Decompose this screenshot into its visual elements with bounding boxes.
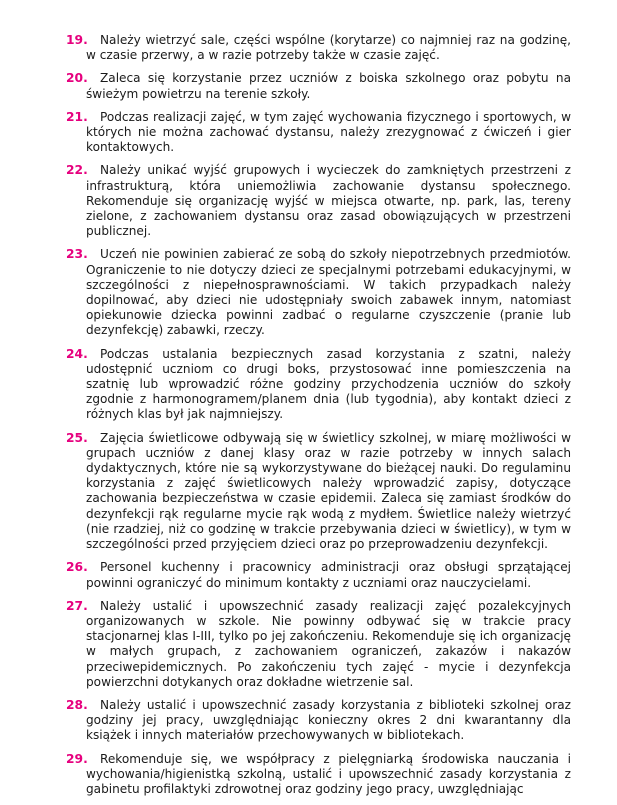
list-item [66, 71, 571, 101]
list-item [66, 698, 571, 744]
item-number: 28. [66, 697, 88, 712]
item-number: 21. [66, 109, 88, 124]
list-item [66, 599, 571, 690]
item-text: Rekomenduje się, we współpracy z pielęgniarką środowiska nauczania i wychowania/higienistką szkolną, ustalić i upowszechnić zasady korzystania z gabinetu profilaktyki zdrowotnej oraz godziny jego pracy, uwzględniając [86, 751, 571, 796]
item-number: 19. [66, 33, 88, 47]
item-text: Należy wietrzyć sale, części wspólne (korytarze) co najmniej raz na godzinę, w czasie przerwy, a w razie potrzeby także w czasie zajęć. [86, 33, 571, 63]
item-number: 25. [66, 430, 88, 445]
item-text: Personel kuchenny i pracownicy administracji oraz obsługi sprzątającej powinni ograniczyć do minimum kontakty z uczniami oraz nauczycielami. [86, 560, 571, 590]
list-item [66, 347, 571, 423]
item-text: Zaleca się korzystanie przez uczniów z boiska szkolnego oraz pobytu na świeżym powietrzu na terenie szkoły. [86, 71, 571, 101]
item-text: Zajęcia świetlicowe odbywają się w świetlicy szkolnej, w miarę możliwości w grupach uczniów z danej klasy oraz w razie potrzeby w innych salach dydaktycznych, które nie są wykorzystywane do bieżącej nauki. Do regulaminu korzystania z zajęć świetlicowych należy wprowadzić zapisy, dotyczące zachowania bezpieczeństwa w czasie epidemii. Zaleca się zamiast środków do dezynfekcji rąk regularne mycie rąk wodą z mydłem. Świetlice należy wietrzyć (nie rzadziej, niż co godzinę w trakcie przebywania dzieci w świetlicy), w tym w szczególności przed przyjęciem dzieci oraz po przeprowadzeniu dezynfekcji. [86, 430, 571, 552]
list-item [66, 560, 571, 590]
item-text: Należy unikać wyjść grupowych i wycieczek do zamkniętych przestrzeni z infrastrukturą, która uniemożliwia zachowanie dystansu społecznego. Rekomenduje się organizację wyjść w miejsca otwarte, np. park, las, tereny zielone, z zachowaniem dystansu oraz zasad obowiązujących w przestrzeni publicznej. [86, 163, 571, 239]
guidelines-list [66, 33, 571, 805]
item-number: 27. [66, 598, 88, 613]
item-number: 20. [66, 71, 88, 86]
item-text: Podczas ustalania bezpiecznych zasad korzystania z szatni, należy udostępnić uczniom co drugi boks, przystosować inne pomieszczenia na szatnię lub wprowadzić różne godziny przychodzenia uczniów do szkoły zgodnie z harmonogramem/planem dnia (lub tygodnia), aby kontakt dzieci z różnych klas był jak najmniejszy. [86, 346, 571, 422]
item-number: 29. [66, 751, 88, 766]
item-text: Uczeń nie powinien zabierać ze sobą do szkoły niepotrzebnych przedmiotów. Ograniczenie to nie dotyczy dzieci ze specjalnymi potrzebami edukacyjnymi, w szczególności z niepełnosprawnościami. W takich przypadkach należy dopilnować, aby dzieci nie udostępniały swoich zabawek innym, natomiast opiekunowie dziecka powinni zadbać o regularne czyszczenie (pranie lub dezynfekcję) zabawki, rzeczy. [86, 247, 571, 338]
list-item [66, 752, 571, 798]
item-number: 22. [66, 163, 88, 178]
item-text: Podczas realizacji zajęć, w tym zajęć wychowania fizycznego i sportowych, w których nie można zachować dystansu, należy zrezygnować z ćwiczeń i gier kontaktowych. [86, 109, 571, 155]
list-item [66, 431, 571, 553]
list-item [66, 33, 571, 63]
item-number: 23. [66, 247, 88, 262]
item-number: 24. [66, 346, 88, 361]
item-number: 26. [66, 560, 88, 575]
item-text: Należy ustalić i upowszechnić zasady realizacji zajęć pozalekcyjnych organizowanych w szkole. Nie powinny odbywać się w trakcie pracy stacjonarnej klas I-III, tylko po jej zakończeniu. Rekomenduje się ich organizację w małych grupach, z zachowaniem ograniczeń, zakazów i nakazów przeciwepidemicznych. Po zakończeniu tych zajęć - mycie i dezynfekcja powierzchni dotykanych oraz dokładne wietrzenie sal. [86, 598, 571, 689]
list-item [66, 247, 571, 338]
list-item [66, 110, 571, 156]
item-text: Należy ustalić i upowszechnić zasady korzystania z biblioteki szkolnej oraz godziny jej pracy, uwzględniając konieczny okres 2 dni kwarantanny dla książek i innych materiałów przechowywanych w bibliotekach. [86, 697, 571, 743]
list-item [66, 163, 571, 239]
